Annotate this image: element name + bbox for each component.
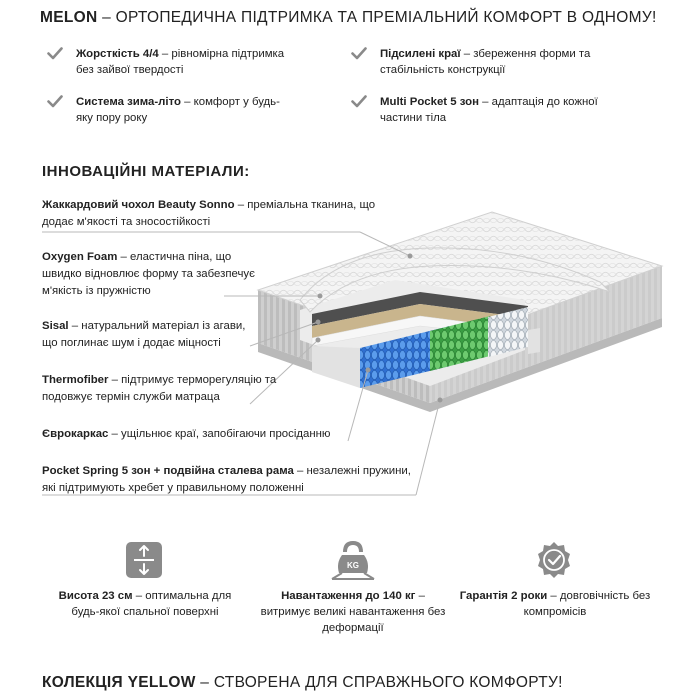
tagline: – ОРТОПЕДИЧНА ПІДТРИМКА ТА ПРЕМІАЛЬНИЙ КОМФОРТ В ОДНОМУ! <box>97 9 657 26</box>
material-item <box>42 197 382 231</box>
badge-text: – довговічність без компромісів <box>523 590 651 618</box>
feature-title: Підсилені краї <box>380 48 461 60</box>
guarantee-seal-icon <box>534 540 574 580</box>
svg-text:KG: KG <box>347 561 359 570</box>
badge-text: – витримує великі навантаження без деформації <box>260 590 446 634</box>
collection-tagline: – СТВОРЕНА ДЛЯ СПРАВЖНЬОГО КОМФОРТУ! <box>195 674 563 691</box>
material-text: – еластична піна, що швидко відновлює форму та забезпечує м'якість із пружністю <box>42 251 255 297</box>
material-text: – незалежні пружини, які підтримують хребет у правильному положенні <box>42 465 411 494</box>
badge-warranty <box>458 588 652 620</box>
material-title: Жаккардовий чохол Beauty Sonno <box>42 199 235 211</box>
height-arrows-icon <box>125 541 163 579</box>
material-item <box>42 426 362 443</box>
material-text: – підтримує терморегуляцію та подовжує термін служби матраца <box>42 374 277 403</box>
material-title: Sisal <box>42 320 69 332</box>
badge-height <box>48 588 242 620</box>
feature-title: Multi Pocket 5 зон <box>380 96 479 108</box>
feature-title: Система зима-літо <box>76 96 181 108</box>
collection-name: КОЛЕКЦІЯ YELLOW <box>42 674 196 691</box>
material-text: – натуральний матеріал із агави, що поглинає шум і додає міцності <box>42 320 246 349</box>
material-item <box>42 372 287 406</box>
feature-text: – збереження форми та стабільність конструкції <box>380 48 591 76</box>
material-title: Oxygen Foam <box>42 251 118 263</box>
feature-title: Жорсткість 4/4 <box>76 48 159 60</box>
material-item <box>42 463 422 497</box>
material-text: – ущільнює краї, запобігаючи просіданню <box>108 428 331 440</box>
collection-footer <box>42 674 563 692</box>
material-title: Thermofiber <box>42 374 109 386</box>
feature-text: – рівномірна підтримка без зайвої твердості <box>76 48 285 76</box>
badge-title: Гарантія 2 роки <box>459 590 548 602</box>
material-text: – преміальна тканина, що додає м'якості та зносостійкості <box>42 199 376 228</box>
material-title: Єврокаркас <box>42 428 109 440</box>
material-item <box>42 249 257 300</box>
brand-name: MELON <box>40 9 98 26</box>
badge-text: – оптимальна для будь-якої спальної поверхні <box>71 590 232 618</box>
feature-text: – комфорт у будь-яку пору року <box>76 96 280 124</box>
kettlebell-kg-icon <box>330 537 376 583</box>
badge-title: Висота 23 см <box>58 590 133 602</box>
material-item <box>42 318 262 352</box>
badge-title: Навантаження до 140 кг <box>281 590 416 602</box>
material-title: Pocket Spring 5 зон + подвійна сталева рама <box>42 465 294 477</box>
materials-title: ІННОВАЦІЙНІ МАТЕРІАЛИ: <box>42 163 250 180</box>
badge-load <box>255 588 451 636</box>
feature-text: – адаптація до кожної частини тіла <box>380 96 598 124</box>
